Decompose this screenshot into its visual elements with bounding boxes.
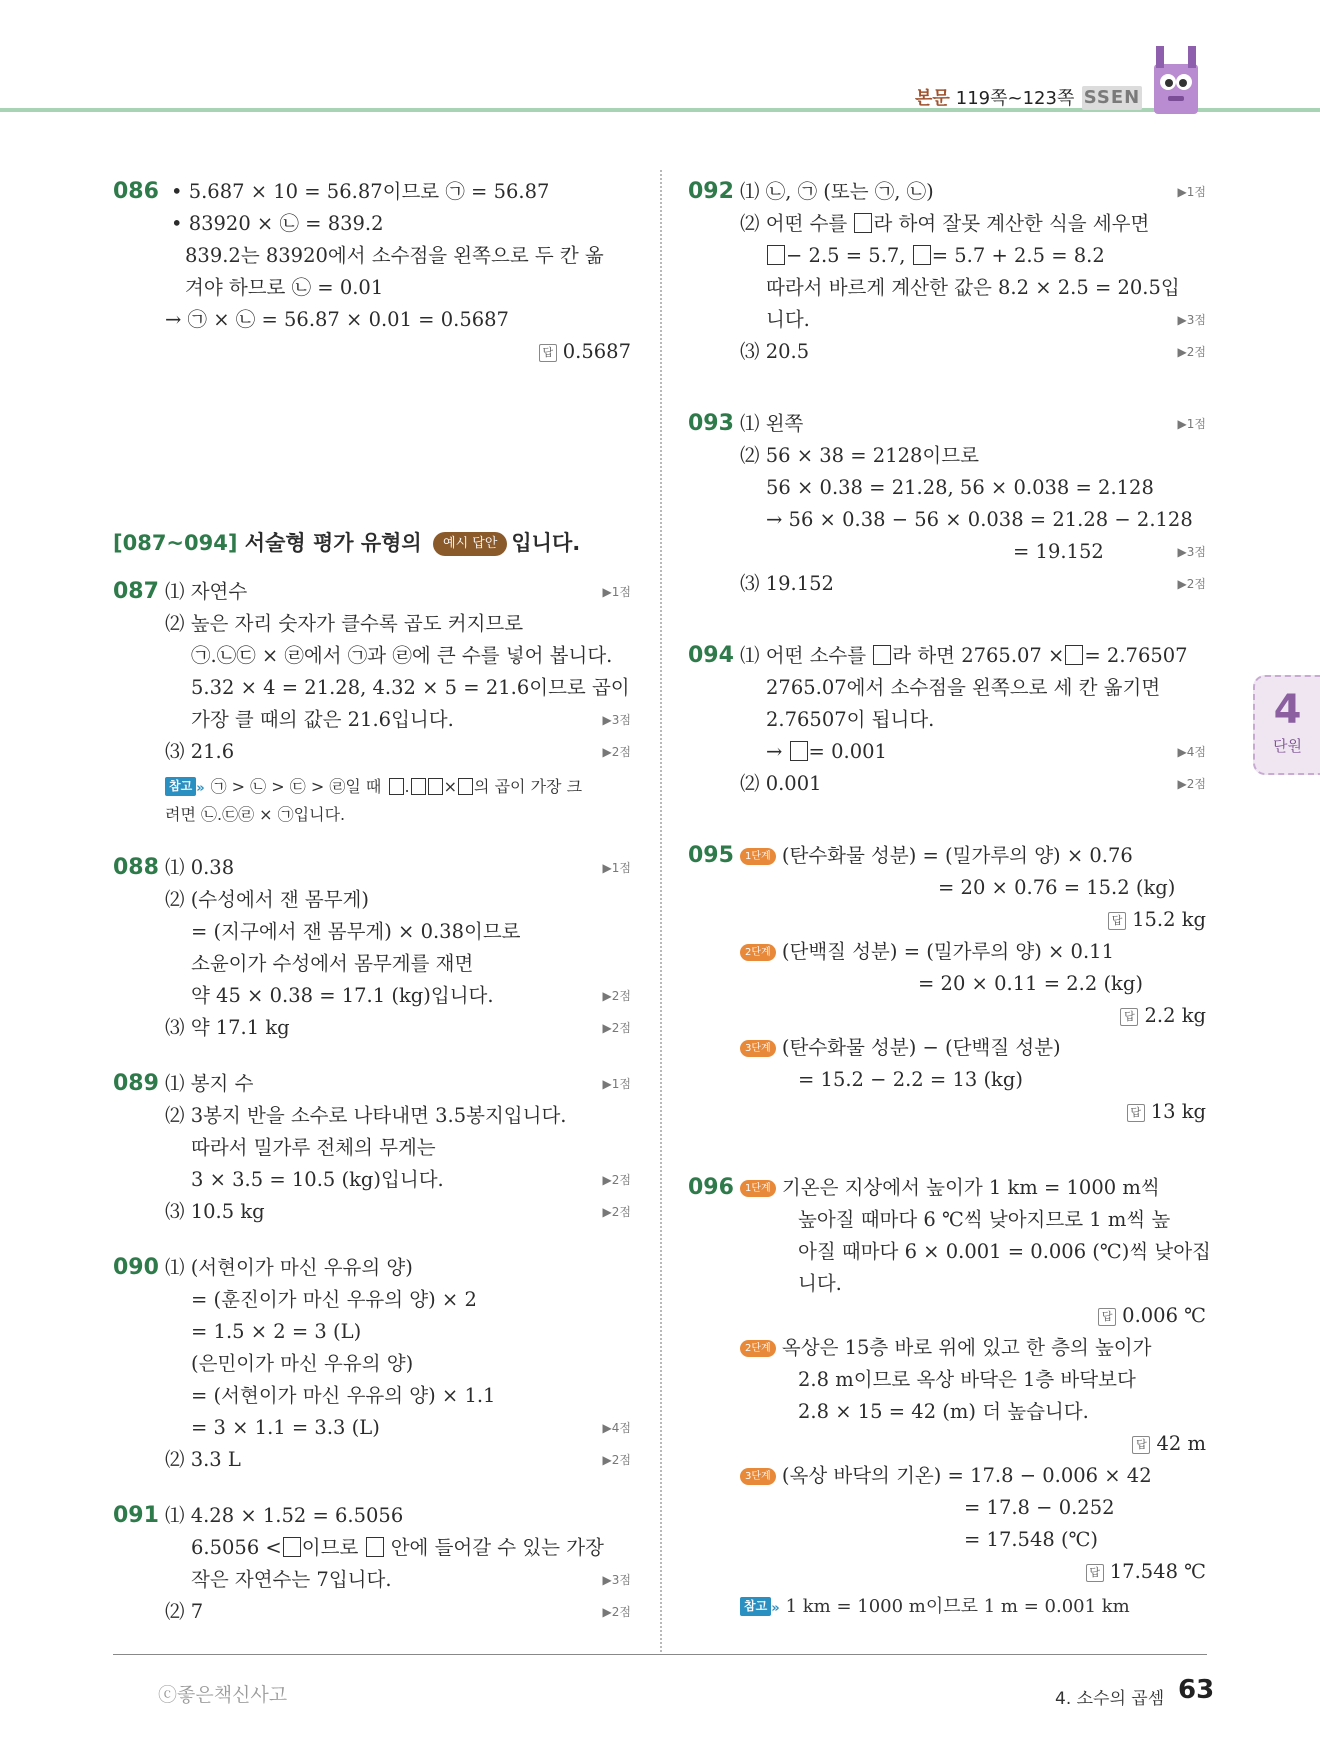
score: ▶1점	[1177, 185, 1206, 199]
brand-logo: SSEN	[1083, 87, 1141, 108]
stage-badge: 2단계	[740, 944, 776, 961]
line: 2.76507이 됩니다.	[766, 708, 935, 731]
mascot-icon	[1146, 44, 1206, 124]
line: ⑶ 21.6	[165, 740, 235, 763]
answer: 답 0.5687	[539, 336, 631, 368]
score: ▶2점	[602, 1021, 631, 1035]
example-answer-pill: 예시 답안	[433, 532, 507, 556]
score: ▶3점	[1177, 545, 1206, 559]
line: 3단계 (탄수화물 성분) − (단백질 성분)	[740, 1032, 1061, 1064]
score: ▶2점	[602, 1173, 631, 1187]
note-arrow-icon: »	[196, 781, 205, 796]
blank-box-icon	[458, 778, 473, 795]
line: ⑴ 4.28 × 1.52 = 6.5056	[165, 1504, 404, 1527]
line: ⑴ (서현이가 마신 우유의 양)	[165, 1256, 413, 1279]
score: ▶2점	[1177, 777, 1206, 791]
line: 56 × 0.38 = 21.28, 56 × 0.038 = 2.128	[766, 476, 1154, 499]
line: 3단계 (옥상 바닥의 기온) = 17.8 − 0.006 × 42	[740, 1460, 1152, 1492]
stage-badge: 3단계	[740, 1468, 776, 1485]
blank-box-icon	[767, 245, 785, 265]
line: = 1.5 × 2 = 3 (L)	[191, 1320, 362, 1343]
answer-mark-icon: 답	[1098, 1308, 1116, 1326]
stage-badge: 3단계	[740, 1040, 776, 1057]
score: ▶4점	[1177, 745, 1206, 759]
line: ⑵ 어떤 수를 라 하여 잘못 계산한 식을 세우면	[740, 212, 1150, 235]
note-badge: 참고	[165, 777, 196, 796]
line: ⑵ 3봉지 반을 소수로 나타내면 3.5봉지입니다.	[165, 1104, 567, 1127]
line: = 15.2 − 2.2 = 13 (kg)	[798, 1068, 1023, 1091]
score: ▶2점	[602, 1453, 631, 1467]
line: = (지구에서 잰 몸무게) × 0.38이므로	[191, 920, 521, 943]
footer-rule	[113, 1654, 1207, 1655]
chapter-title: 4. 소수의 곱셈	[1055, 1689, 1165, 1709]
problem-number: 095	[688, 843, 734, 868]
line: ⑵ 3.3 L	[165, 1448, 241, 1471]
score: ▶3점	[602, 1573, 631, 1587]
line: • 83920 × ㉡ = 839.2	[171, 212, 384, 235]
answer: 답 42 m	[1132, 1428, 1206, 1460]
blank-box-icon	[873, 645, 891, 665]
line: • 5.687 × 10 = 56.87이므로 ㉠ = 56.87	[171, 180, 550, 203]
line: 약 45 × 0.38 = 17.1 (kg)입니다.	[191, 984, 494, 1007]
stage-badge: 1단계	[740, 1180, 776, 1197]
line: ⑶ 10.5 kg	[165, 1200, 265, 1223]
problem-number: 089	[113, 1071, 159, 1096]
note-arrow-icon: »	[771, 1601, 780, 1616]
answer-mark-icon: 답	[1127, 1104, 1145, 1122]
line: 2단계 (단백질 성분) = (밀가루의 양) × 0.11	[740, 936, 1114, 968]
line: 따라서 바르게 계산한 값은 8.2 × 2.5 = 20.5입	[766, 276, 1180, 299]
line: ⑵ (수성에서 잰 몸무게)	[165, 888, 370, 911]
problem-number: 086	[113, 179, 159, 204]
blank-box-icon	[854, 213, 872, 233]
score: ▶3점	[602, 713, 631, 727]
line: ⑵ 56 × 38 = 2128이므로	[740, 444, 979, 467]
line: 따라서 밀가루 전체의 무게는	[191, 1136, 436, 1159]
unit-tab: 4 단원	[1253, 675, 1320, 775]
page-range: 본문 119쪽~123쪽	[915, 88, 1075, 109]
line: 1단계 (탄수화물 성분) = (밀가루의 양) × 0.76	[740, 840, 1133, 872]
blank-box-icon	[1065, 645, 1083, 665]
note-badge: 참고	[740, 1597, 771, 1616]
line: = (서현이가 마신 우유의 양) × 1.1	[191, 1384, 496, 1407]
line: ⑶ 19.152	[740, 572, 834, 595]
line: = 20 × 0.11 = 2.2 (kg)	[918, 972, 1143, 995]
line: ㉠.㉡㉢ × ㉣에서 ㉠과 ㉣에 큰 수를 넣어 봅니다.	[191, 644, 613, 667]
score: ▶1점	[602, 861, 631, 875]
line: ⑴ 자연수	[165, 580, 248, 603]
blank-box-icon	[283, 1537, 301, 1557]
line: = 3 × 1.1 = 3.3 (L)	[191, 1416, 380, 1439]
line: → ㉠ × ㉡ = 56.87 × 0.01 = 0.5687	[165, 308, 509, 331]
score: ▶3점	[1177, 313, 1206, 327]
note: 참고 » ㉠ > ㉡ > ㉢ > ㉣일 때 . × 의 곱이 가장 크	[165, 770, 582, 802]
score: ▶4점	[602, 1421, 631, 1435]
line: = 19.152	[1013, 540, 1104, 563]
line: 작은 자연수는 7입니다.	[191, 1568, 392, 1591]
page-number: 63	[1178, 1675, 1215, 1705]
stage-badge: 2단계	[740, 1340, 776, 1357]
line: → = 0.001	[766, 740, 887, 763]
publisher: ⓒ좋은책신사고	[158, 1684, 288, 1706]
problem-number: 094	[688, 643, 734, 668]
problem-number: 096	[688, 1175, 734, 1200]
line: 니다.	[798, 1272, 842, 1295]
note-line: 려면 ㉡.㉢㉣ × ㉠입니다.	[165, 805, 346, 824]
line: ⑵ 0.001	[740, 772, 822, 795]
line: = 17.8 − 0.252	[964, 1496, 1115, 1519]
line: 가장 클 때의 값은 21.6입니다.	[191, 708, 454, 731]
answer-mark-icon: 답	[1132, 1436, 1150, 1454]
answer-mark-icon: 답	[1120, 1008, 1138, 1026]
line: (은민이가 마신 우유의 양)	[191, 1352, 414, 1375]
column-divider	[660, 170, 662, 1652]
line: = 20 × 0.76 = 15.2 (kg)	[938, 876, 1176, 899]
answer: 답 2.2 kg	[1120, 1000, 1206, 1032]
line: 2.8 m이므로 옥상 바닥은 1층 바닥보다	[798, 1368, 1136, 1391]
line: 839.2는 83920에서 소수점을 왼쪽으로 두 칸 옮	[185, 244, 604, 267]
answer: 답 17.548 ℃	[1086, 1556, 1206, 1588]
score: ▶1점	[602, 585, 631, 599]
line: = (훈진이가 마신 우유의 양) × 2	[191, 1288, 477, 1311]
note: 참고 » 1 km = 1000 m이므로 1 m = 0.001 km	[740, 1590, 1130, 1622]
stage-badge: 1단계	[740, 848, 776, 865]
line: ⑶ 약 17.1 kg	[165, 1016, 290, 1039]
problem-number: 092	[688, 179, 734, 204]
problem-number: 088	[113, 855, 159, 880]
score: ▶2점	[1177, 577, 1206, 591]
line: 2단계 옥상은 15층 바로 위에 있고 한 층의 높이가	[740, 1332, 1152, 1364]
score: ▶2점	[602, 745, 631, 759]
line: 3 × 3.5 = 10.5 (kg)입니다.	[191, 1168, 444, 1191]
line: ⑴ 왼쪽	[740, 412, 804, 435]
problem-number: 093	[688, 411, 734, 436]
blank-box-icon	[389, 778, 404, 795]
line: 1단계 기온은 지상에서 높이가 1 km = 1000 m씩	[740, 1172, 1160, 1204]
answer-mark-icon: 답	[539, 344, 557, 362]
answer-mark-icon: 답	[1108, 912, 1126, 930]
line: − 2.5 = 5.7, = 5.7 + 2.5 = 8.2	[766, 240, 1105, 272]
line: 5.32 × 4 = 21.28, 4.32 × 5 = 21.6이므로 곱이	[191, 676, 630, 699]
score: ▶2점	[602, 989, 631, 1003]
line: ⑵ 높은 자리 숫자가 클수록 곱도 커지므로	[165, 612, 524, 635]
line: ⑴ 0.38	[165, 856, 235, 879]
blank-box-icon	[411, 778, 426, 795]
score: ▶2점	[602, 1205, 631, 1219]
line: ⑴ 어떤 소수를 라 하면 2765.07 × = 2.76507	[740, 644, 1188, 667]
line: 니다.	[766, 308, 810, 331]
line: 소윤이가 수성에서 몸무게를 재면	[191, 952, 474, 975]
problem-number: 091	[113, 1503, 159, 1528]
blank-box-icon	[790, 741, 808, 761]
score: ▶1점	[1177, 417, 1206, 431]
line: 겨야 하므로 ㉡ = 0.01	[185, 276, 384, 299]
line: 2.8 × 15 = 42 (m) 더 높습니다.	[798, 1400, 1089, 1423]
line: 아질 때마다 6 × 0.001 = 0.006 (℃)씩 낮아집	[798, 1240, 1211, 1263]
line: = 17.548 (℃)	[964, 1528, 1098, 1551]
blank-box-icon	[428, 778, 443, 795]
line: 2765.07에서 소수점을 왼쪽으로 세 칸 옮기면	[766, 676, 1161, 699]
line: → 56 × 0.38 − 56 × 0.038 = 21.28 − 2.128	[766, 508, 1193, 531]
answer: 답 15.2 kg	[1108, 904, 1206, 936]
line: 높아질 때마다 6 ℃씩 낮아지므로 1 m씩 높	[798, 1208, 1171, 1231]
answer: 답 13 kg	[1127, 1096, 1206, 1128]
line: 6.5056 < 이므로 안에 들어갈 수 있는 가장	[191, 1536, 604, 1559]
answer: 답 0.006 ℃	[1098, 1300, 1206, 1332]
line: ⑴ 봉지 수	[165, 1072, 254, 1095]
line: ⑵ 7	[165, 1600, 204, 1623]
line: ⑶ 20.5	[740, 340, 810, 363]
problem-number: 087	[113, 579, 159, 604]
answer-mark-icon: 답	[1086, 1564, 1104, 1582]
blank-box-icon	[366, 1537, 384, 1557]
score: ▶2점	[1177, 345, 1206, 359]
score: ▶2점	[602, 1605, 631, 1619]
line: ⑴ ㉡, ㉠ (또는 ㉠, ㉡)	[740, 180, 934, 203]
section-title: [087~094] 서술형 평가 유형의 예시 답안 입니다.	[113, 531, 581, 555]
blank-box-icon	[913, 245, 931, 265]
problem-number: 090	[113, 1255, 159, 1280]
score: ▶1점	[602, 1077, 631, 1091]
